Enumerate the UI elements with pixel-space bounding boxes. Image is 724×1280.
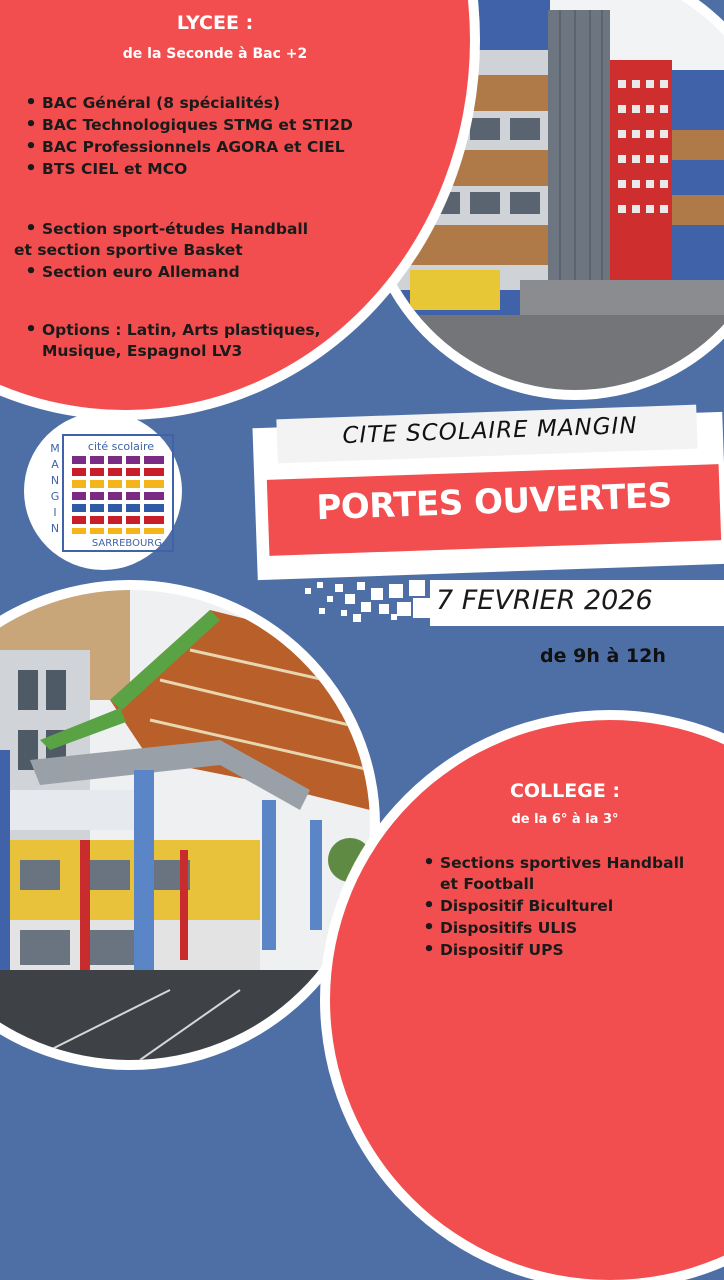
lycee-title: LYCEE : — [176, 12, 254, 34]
list-item-continuation: Musique, Espagnol LV3 — [42, 342, 243, 360]
svg-text:I: I — [53, 506, 57, 519]
svg-text:N: N — [50, 522, 60, 535]
svg-text:A: A — [51, 458, 59, 471]
event-time: de 9h à 12h — [540, 645, 666, 667]
list-item: • BTS CIEL et MCO — [20, 158, 353, 180]
college-red-panel — [330, 720, 724, 1280]
logo-bottom-text: SARREBOURG — [91, 538, 162, 549]
list-item-continuation: et section sportive Basket — [14, 241, 243, 259]
college-list — [418, 852, 684, 961]
banner-subtitle: CITE SCOLAIRE MANGIN — [342, 412, 638, 450]
event-date: 7 FEVRIER 2026 — [436, 585, 653, 616]
college-title: COLLEGE : — [509, 780, 621, 802]
list-item-continuation: et Football — [440, 875, 535, 893]
list-item: • Dispositif UPS — [418, 939, 684, 961]
pixel-decoration — [305, 580, 435, 630]
banner-title: PORTES OUVERTES — [315, 475, 673, 529]
svg-text:M: M — [50, 442, 60, 455]
list-item: • Section euro Allemand — [20, 261, 308, 283]
logo-top-text: cité scolaire — [87, 440, 154, 453]
list-item: • Dispositifs ULIS — [418, 917, 684, 939]
college-subtitle: de la 6° à la 3° — [511, 812, 619, 827]
list-item: • BAC Technologiques STMG et STI2D — [20, 114, 353, 136]
list-item: • Sections sportives Handball — [418, 852, 684, 874]
list-item: • Options : Latin, Arts plastiques, — [20, 319, 321, 341]
lycee-bac-list — [20, 92, 353, 180]
cite-scolaire-logo — [24, 412, 182, 570]
list-item: • BAC Général (8 spécialités) — [20, 92, 353, 114]
lycee-options-list — [20, 319, 321, 362]
list-item: • Section sport-études Handball — [20, 218, 308, 240]
lycee-subtitle: de la Seconde à Bac +2 — [122, 46, 308, 62]
svg-text:G: G — [50, 490, 60, 503]
list-item: • Dispositif Biculturel — [418, 895, 684, 917]
svg-text:N: N — [50, 474, 60, 487]
list-item: • BAC Professionnels AGORA et CIEL — [20, 136, 353, 158]
lycee-sections-list — [14, 218, 309, 283]
logo-side-text: MANGIN — [24, 412, 29, 413]
